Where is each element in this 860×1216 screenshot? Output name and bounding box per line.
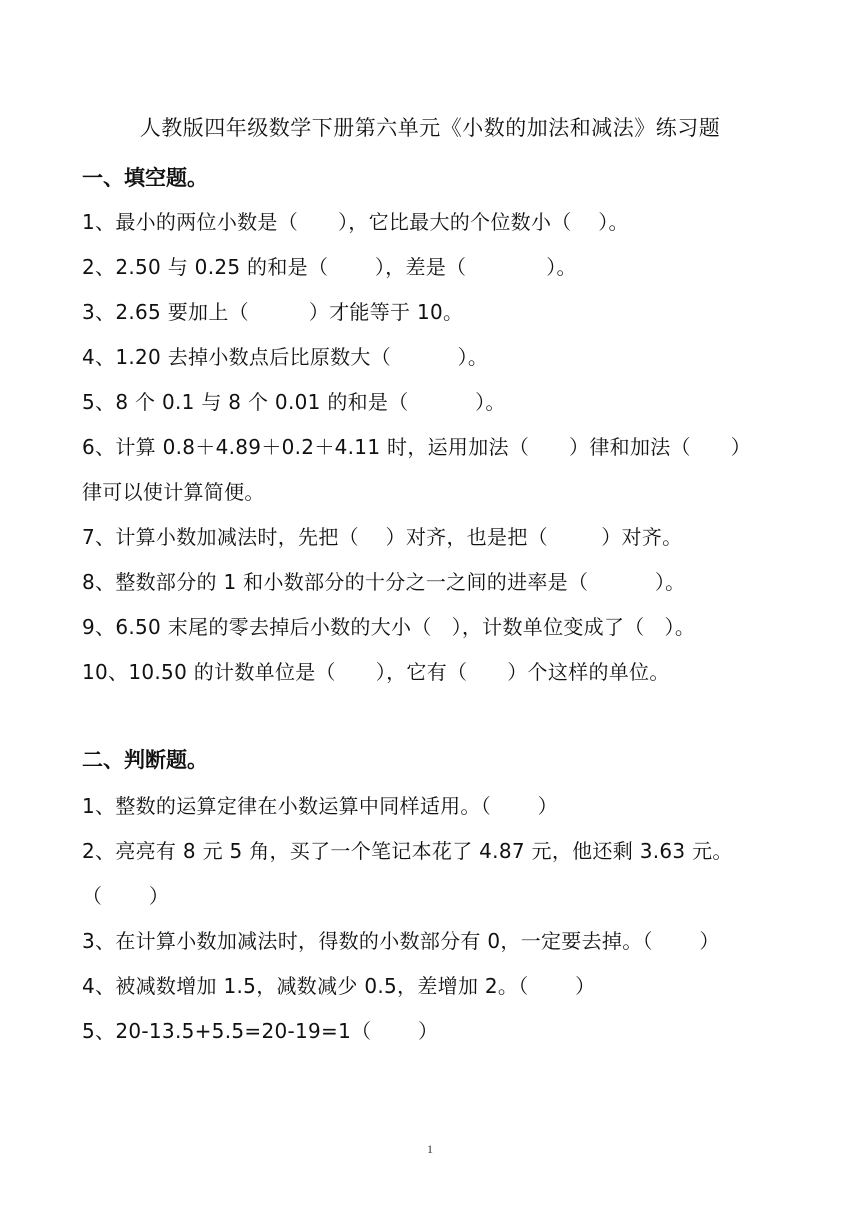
- fill-in-question-6: 6、计算 0.8＋4.89＋0.2＋4.11 时，运用加法（ ）律和加法（ ）: [82, 435, 752, 459]
- fill-in-question-4: 4、1.20 去掉小数点后比原数大（ ）。: [82, 345, 489, 369]
- true-false-question-4: 4、被减数增加 1.5，减数减少 0.5，差增加 2。（ ）: [82, 974, 596, 998]
- fill-in-question-5: 5、8 个 0.1 与 8 个 0.01 的和是（ ）。: [82, 390, 506, 414]
- section-heading-true-false: 二、判断题。: [82, 748, 208, 772]
- fill-in-question-8: 8、整数部分的 1 和小数部分的十分之一之间的进率是（ ）。: [82, 570, 686, 594]
- true-false-question-2: 2、亮亮有 8 元 5 角，买了一个笔记本花了 4.87 元，他还剩 3.63 元。: [82, 839, 733, 863]
- fill-in-question-9: 9、6.50 末尾的零去掉后小数的大小（ ），计数单位变成了（ ）。: [82, 615, 696, 639]
- fill-in-question-7: 7、计算小数加减法时，先把（ ）对齐，也是把（ ）对齐。: [82, 525, 683, 549]
- fill-in-question-6-continued: 律可以使计算简便。: [82, 480, 265, 504]
- page-title: 人教版四年级数学下册第六单元《小数的加法和减法》练习题: [139, 116, 721, 140]
- true-false-question-2-answer: （ ）: [82, 884, 170, 908]
- true-false-question-5: 5、20-13.5+5.5=20-19=1（ ）: [82, 1019, 439, 1043]
- true-false-question-3: 3、在计算小数加减法时，得数的小数部分有 0，一定要去掉。（ ）: [82, 929, 720, 953]
- fill-in-question-1: 1、最小的两位小数是（ ），它比最大的个位数小（ ）。: [82, 210, 629, 234]
- fill-in-question-3: 3、2.65 要加上（ ）才能等于 10。: [82, 300, 464, 324]
- fill-in-question-2: 2、2.50 与 0.25 的和是（ ），差是（ ）。: [82, 255, 577, 279]
- fill-in-question-10: 10、10.50 的计数单位是（ ），它有（ ）个这样的单位。: [82, 660, 670, 684]
- true-false-question-1: 1、整数的运算定律在小数运算中同样适用。（ ）: [82, 794, 558, 818]
- page-number: 1: [427, 1142, 433, 1156]
- section-heading-fill-in: 一、填空题。: [82, 166, 208, 190]
